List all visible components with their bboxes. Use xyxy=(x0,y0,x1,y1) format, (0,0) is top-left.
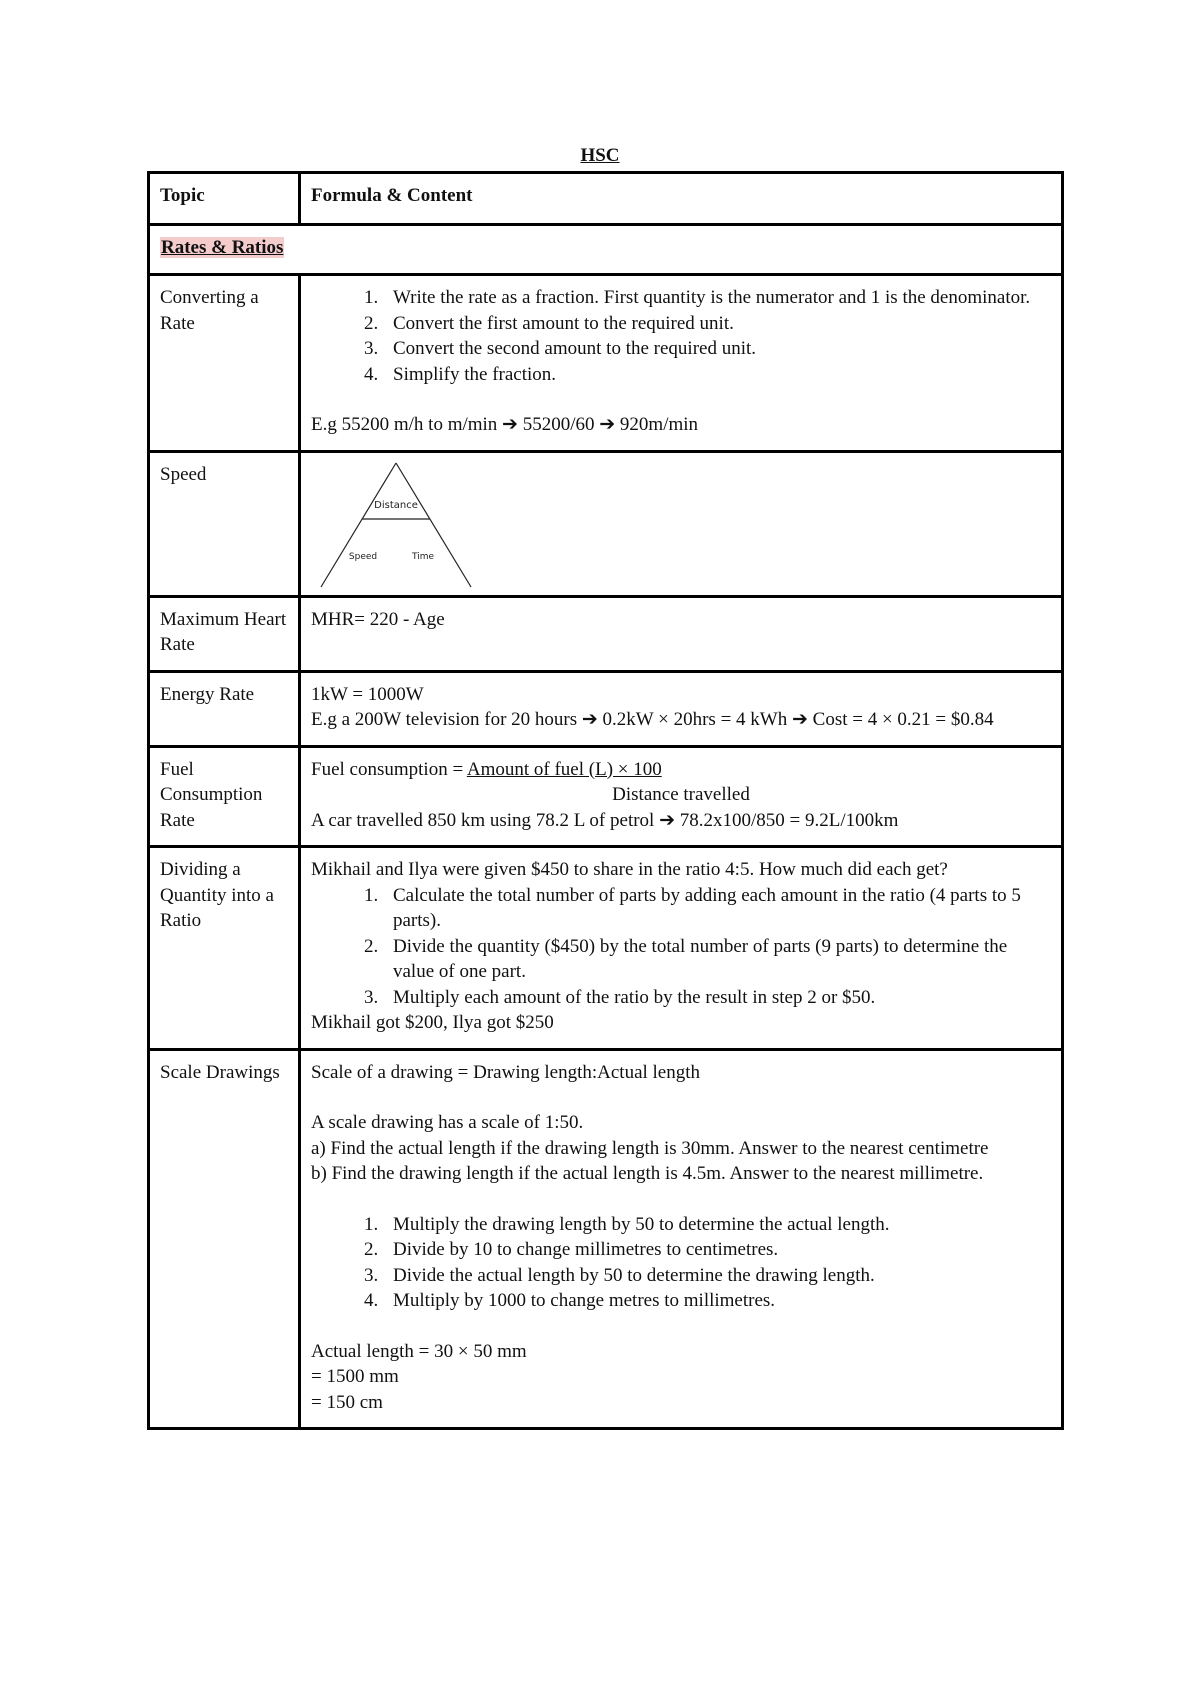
header-formula-content: Formula & Content xyxy=(300,173,1063,225)
list-item: 1. Calculate the total number of parts by adding each amount in the ratio (4 parts to 5 parts). xyxy=(383,883,1051,934)
steps-list xyxy=(311,285,1051,387)
list-item: 2. Divide by 10 to change millimetres to centimetres. xyxy=(383,1237,1051,1263)
energy-line-2: E.g a 200W television for 20 hours ➔ 0.2kW × 20hrs = 4 kWh ➔ Cost = 4 × 0.21 = $0.84 xyxy=(311,709,994,730)
triangle-label-distance: Distance xyxy=(374,499,418,511)
scale-answer-line-1: Actual length = 30 × 50 mm xyxy=(311,1340,527,1362)
list-item: 4. Simplify the fraction. xyxy=(383,362,1051,388)
energy-line-1: 1kW = 1000W xyxy=(311,683,424,705)
steps-list xyxy=(311,1212,1051,1314)
topic-cell: Converting a Rate xyxy=(149,275,300,452)
table-row-converting-rate xyxy=(149,275,1063,452)
topic-cell: Maximum Heart Rate xyxy=(149,596,300,671)
dividing-answer: Mikhail got $200, Ilya got $250 xyxy=(311,1012,554,1033)
dividing-intro: Mikhail and Ilya were given $450 to share in the ratio 4:5. How much did each get? xyxy=(311,859,948,880)
document-title: HSC xyxy=(580,145,620,166)
scale-question-a: a) Find the actual length if the drawing length is 30mm. Answer to the nearest centimetre xyxy=(311,1137,989,1159)
section-row xyxy=(149,225,1063,275)
scale-answer-line-3: = 150 cm xyxy=(311,1391,383,1413)
formula-table xyxy=(147,171,1064,1430)
topic-cell: Fuel Consumption Rate xyxy=(149,746,300,847)
content-cell xyxy=(300,1049,1063,1429)
list-item: 4. Multiply by 1000 to change metres to millimetres. xyxy=(383,1288,1051,1314)
list-item: 2. Divide the quantity ($450) by the total number of parts (9 parts) to determine the value of one part. xyxy=(383,934,1051,985)
content-cell xyxy=(300,746,1063,847)
table-row-energy-rate xyxy=(149,671,1063,746)
speed-triangle-diagram xyxy=(311,459,481,589)
fuel-formula-numerator: Amount of fuel (L) × 100 xyxy=(466,758,662,780)
fuel-example: A car travelled 850 km using 78.2 L of petrol ➔ 78.2x100/850 = 9.2L/100km xyxy=(311,809,899,831)
table-row-fuel-consumption xyxy=(149,746,1063,847)
table-row-speed xyxy=(149,451,1063,596)
list-item: 3. Divide the actual length by 50 to determine the drawing length. xyxy=(383,1263,1051,1289)
scale-answer-line-2: = 1500 mm xyxy=(311,1366,399,1387)
topic-cell: Scale Drawings xyxy=(149,1049,300,1429)
scale-question-b: b) Find the drawing length if the actual length is 4.5m. Answer to the nearest millimetre. xyxy=(311,1163,984,1184)
scale-question: A scale drawing has a scale of 1:50. xyxy=(311,1112,584,1133)
section-cell xyxy=(149,225,1063,275)
list-item: 3. Multiply each amount of the ratio by the result in step 2 or $50. xyxy=(383,985,1051,1011)
list-item: 2. Convert the first amount to the required unit. xyxy=(383,311,1051,337)
list-item: 1. Write the rate as a fraction. First quantity is the numerator and 1 is the denominator. xyxy=(383,285,1051,311)
content-cell xyxy=(300,275,1063,452)
table-row-scale-drawings xyxy=(149,1049,1063,1429)
content-cell xyxy=(300,451,1063,596)
example-text: E.g 55200 m/h to m/min ➔ 55200/60 ➔ 920m/min xyxy=(311,414,699,435)
topic-cell: Dividing a Quantity into a Ratio xyxy=(149,847,300,1050)
table-row-max-heart-rate xyxy=(149,596,1063,671)
topic-cell: Speed xyxy=(149,451,300,596)
content-cell xyxy=(300,847,1063,1050)
scale-formula: Scale of a drawing = Drawing length:Actual length xyxy=(311,1061,701,1083)
topic-cell: Energy Rate xyxy=(149,671,300,746)
table-header-row xyxy=(149,173,1063,225)
list-item: 1. Multiply the drawing length by 50 to determine the actual length. xyxy=(383,1212,1051,1238)
header-topic: Topic xyxy=(149,173,300,225)
table-row-dividing-ratio xyxy=(149,847,1063,1050)
fuel-formula-denominator: Distance travelled xyxy=(612,784,750,805)
list-item: 3. Convert the second amount to the required unit. xyxy=(383,336,1051,362)
fuel-formula xyxy=(311,757,1051,783)
content-cell xyxy=(300,671,1063,746)
triangle-label-speed: Speed xyxy=(348,551,378,562)
content-cell: MHR= 220 - Age xyxy=(300,596,1063,671)
steps-list xyxy=(311,883,1051,1011)
triangle-label-time: Time xyxy=(411,551,435,562)
fuel-formula-prefix: Fuel consumption = xyxy=(311,758,467,780)
section-label: Rates & Ratios xyxy=(161,237,284,258)
